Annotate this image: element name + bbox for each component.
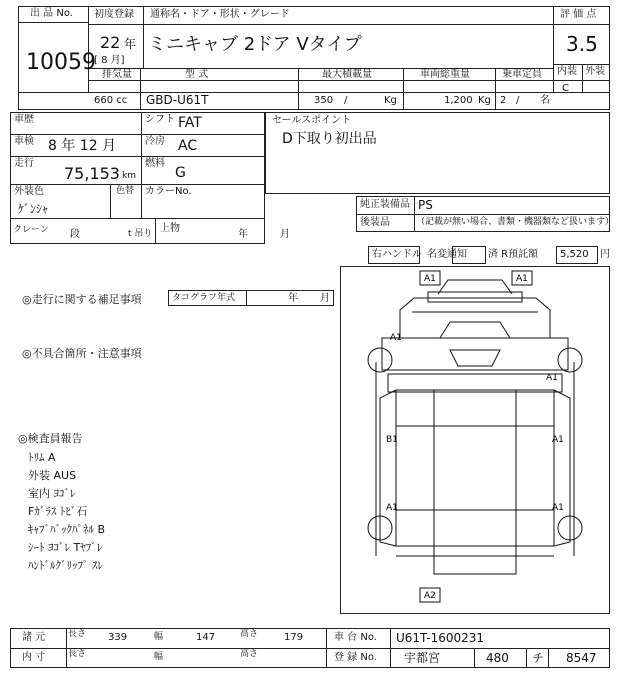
history-label: 車歴	[14, 114, 34, 125]
mileage-unit: km	[122, 171, 136, 181]
mileage-label: 走行	[14, 158, 34, 169]
aftermarket-label: 後装品	[360, 217, 390, 228]
damage-mark: B1	[386, 435, 398, 445]
lift-label: 上物	[160, 223, 180, 234]
crane-label: クレーン	[13, 225, 49, 235]
inspection-label: 車検	[14, 136, 34, 147]
color-code-label: カラーNo.	[145, 186, 192, 197]
inspector-line: ﾄﾘﾑ A	[28, 451, 56, 464]
displacement: 660 cc	[94, 95, 128, 106]
inspector-line: ｷｬﾌﾞﾊﾞｯｸﾊﾟﾈﾙ B	[28, 523, 106, 536]
interior-grade: C	[562, 83, 569, 94]
rhd-label: 右ハンドル	[372, 249, 422, 260]
width-value: 147	[196, 632, 216, 643]
reg-number: 8547	[566, 651, 597, 665]
ext-color-label: 外装色	[14, 186, 44, 197]
shift-value: FAT	[178, 115, 202, 131]
inspector-line: Fｶﾞﾗｽ ﾄﾋﾞ石	[28, 505, 88, 518]
inner-size-label: 内 寸	[22, 652, 46, 663]
shift-label: シフト	[145, 114, 175, 125]
interior-label: 内装	[557, 66, 577, 77]
chassis-number: U61T-1600231	[396, 631, 485, 645]
load-label: 最大積載量	[322, 69, 372, 80]
first-reg-month: [ 8 月]	[94, 55, 125, 66]
lot-number: 10059	[26, 50, 96, 75]
genuine-value: PS	[418, 198, 433, 212]
inspector-lines	[28, 449, 328, 575]
car-name: ミニキャブ 2ドア Vタイプ	[148, 34, 362, 55]
inspector-line: 室内 ﾖｺﾞﾚ	[28, 487, 76, 500]
capacity-label: 乗車定員	[502, 69, 542, 80]
reg-label: 登 録 No.	[334, 652, 377, 663]
ac-label: 冷房	[145, 136, 165, 147]
reg-area: 宇都宮	[404, 651, 441, 665]
width-label: 幅	[154, 632, 164, 642]
damage-mark: A2	[424, 591, 436, 601]
displacement-label: 排気量	[102, 69, 132, 80]
lot-label: 出 品 No.	[30, 8, 73, 19]
recycle-label: 済 R預託額	[488, 249, 539, 260]
inspector-line: ﾊﾝﾄﾞﾙｸﾞﾘｯﾌﾟ ｽﾚ	[28, 559, 103, 572]
height-label: 高さ	[240, 629, 259, 639]
crane-ton-unit: t 吊り	[128, 229, 153, 239]
overall-grade: 3.5	[566, 32, 598, 56]
tacho-month-unit: 月	[320, 293, 330, 304]
max-load: 350	[314, 95, 334, 106]
name-change-label: 名変通知	[427, 249, 467, 260]
damage-mark: A1	[386, 503, 398, 513]
model-label: 型 式	[185, 69, 209, 80]
tacho-year-unit: 年	[288, 293, 298, 304]
sales-point-text: D下取り初出品	[282, 131, 377, 147]
ac-value: AC	[178, 138, 198, 154]
damage-marks	[386, 271, 564, 602]
fuel-label: 燃料	[145, 158, 165, 169]
spec-label: 諸 元	[22, 632, 46, 643]
inspector-line: ｼｰﾄ ﾖｺﾞﾚ Tﾔﾌﾞﾚ	[28, 541, 103, 554]
tacho-label: タコグラフ年式	[172, 293, 236, 303]
driving-notes-label: ◎走行に関する補足事項	[22, 293, 142, 306]
total-weight-label: 車両総重量	[420, 69, 470, 80]
damage-mark: A1	[552, 435, 564, 445]
damage-mark: A1	[424, 274, 436, 284]
height-value: 179	[284, 632, 304, 643]
length-label: 長さ	[68, 629, 87, 639]
damage-mark: A1	[552, 503, 564, 513]
exterior-label: 外装	[585, 66, 605, 77]
damage-mark: A1	[390, 333, 402, 343]
first-reg-year-unit: 年	[124, 37, 137, 51]
total-weight: 1,200	[444, 95, 473, 106]
color-change-label: 色替	[116, 186, 135, 196]
recycle-amount: 5,520	[560, 249, 589, 260]
name-change-box	[452, 246, 486, 264]
first-reg-label: 初度登録	[94, 9, 134, 20]
load-unit: Kg	[384, 95, 397, 106]
fuel-value: G	[175, 165, 186, 181]
defects-label: ◎不具合箇所・注意事項	[22, 347, 142, 360]
inspector-line: 外装 AUS	[28, 469, 77, 482]
weight-unit: Kg	[478, 95, 491, 106]
reg-kana: チ	[532, 651, 545, 665]
vehicle-damage-diagram	[340, 266, 610, 614]
car-name-label: 通称名・ドア・形状・グレード	[150, 9, 290, 20]
lift-year-unit: 年	[238, 229, 248, 240]
chassis-label: 車 台 No.	[334, 632, 377, 643]
genuine-label: 純正装備品	[360, 199, 410, 210]
first-reg-year: 22	[100, 33, 121, 52]
lift-month-unit: 月	[280, 229, 290, 240]
length-value: 339	[108, 632, 128, 643]
mileage-value: 75,153	[64, 164, 120, 183]
capacity: 2	[500, 95, 507, 106]
inspection-value: 8 年 12 月	[48, 138, 117, 154]
inspector-label: ◎検査員報告	[18, 432, 83, 445]
model-code: GBD-U61T	[146, 93, 209, 107]
damage-mark: A1	[516, 274, 528, 284]
reg-class: 480	[486, 651, 509, 665]
recycle-unit: 円	[600, 249, 610, 260]
aftermarket-note: （記載が無い場合、書類・機器類など扱います）	[416, 217, 615, 227]
ext-color-value: ｹﾞﾝｼｬ	[18, 202, 49, 216]
damage-mark: A1	[546, 373, 558, 383]
sales-point-label: セールスポイント	[272, 115, 352, 126]
capacity-unit: 名	[540, 95, 550, 106]
grade-label: 評 価 点	[560, 9, 597, 20]
crane-stage-unit: 段	[70, 229, 80, 240]
